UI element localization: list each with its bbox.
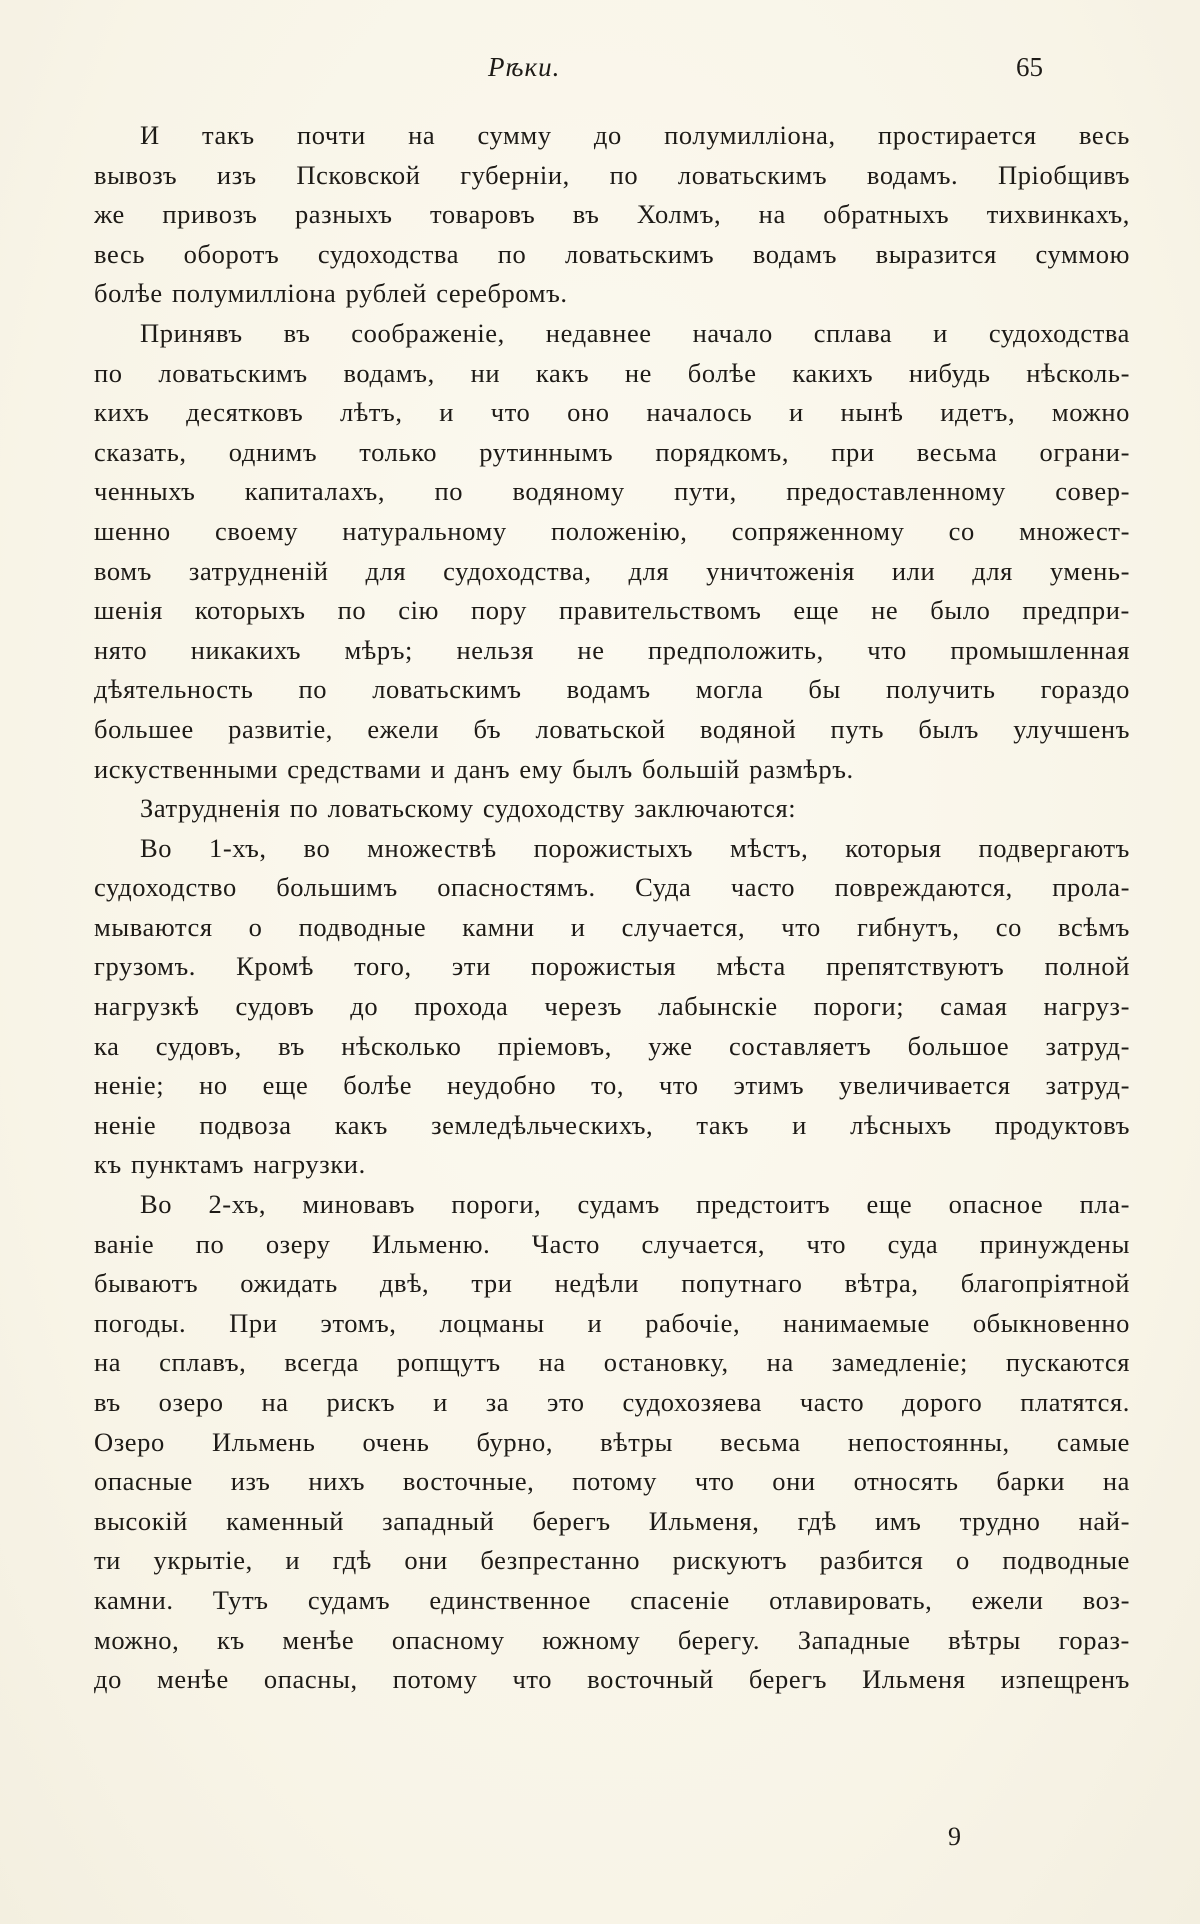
printer-signature-mark: 9 — [948, 1822, 961, 1851]
text-line: неніе подвоза какъ земледѣльческихъ, такъ и лѣсныхъ продуктовъ — [94, 1109, 1130, 1140]
text-line: болѣе полумилліона рублей серебромъ. — [94, 278, 568, 309]
text-line: искуственными средствами и данъ ему былъ большій размѣръ. — [94, 753, 854, 784]
text-line: Во 2-хъ, миновавъ пороги, судамъ предстоитъ еще опасное пла- — [140, 1189, 1130, 1220]
text-line: къ пунктамъ нагрузки. — [94, 1149, 366, 1180]
text-line: грузомъ. Кромѣ того, эти порожистыя мѣста препятствуютъ полной — [94, 951, 1130, 982]
text-line: Озеро Ильмень очень бурно, вѣтры весьма непостоянны, самые — [94, 1426, 1130, 1457]
text-line: бываютъ ожидать двѣ, три недѣли попутнаго вѣтра, благопріятной — [94, 1268, 1130, 1299]
page-header — [0, 52, 1200, 92]
running-title: Рѣки. — [488, 52, 561, 82]
page-number: 65 — [1016, 52, 1043, 82]
text-line: ваніе по озеру Ильменю. Часто случается, что суда принуждены — [94, 1228, 1130, 1259]
text-line: Принявъ въ соображеніе, недавнее начало сплава и судоходства — [140, 317, 1130, 348]
text-line: шенія которыхъ по сію пору правительствомъ еще не было предпри- — [94, 595, 1130, 626]
text-line: вомъ затрудненій для судоходства, для уничтоженія или для умень- — [94, 555, 1130, 586]
text-line: по ловатьскимъ водамъ, ни какъ не болѣе какихъ нибудь нѣсколь- — [94, 357, 1130, 388]
body-text — [94, 116, 1130, 1700]
text-line: большее развитіе, ежели бъ ловатьской водяной путь былъ улучшенъ — [94, 713, 1130, 744]
text-line: погоды. При этомъ, лоцманы и рабочіе, нанимаемые обыкновенно — [94, 1307, 1130, 1338]
text-line: до менѣе опасны, потому что восточный берегъ Ильменя изпещренъ — [94, 1664, 1130, 1695]
text-line: мываются о подводные камни и случается, что гибнутъ, со всѣмъ — [94, 911, 1130, 942]
text-line: неніе; но еще болѣе неудобно то, что этимъ увеличивается затруд- — [94, 1070, 1130, 1101]
text-line: кихъ десятковъ лѣтъ, и что оно началось и нынѣ идетъ, можно — [94, 397, 1130, 428]
text-line: судоходство большимъ опасностямъ. Суда часто повреждаются, прола- — [94, 872, 1130, 903]
text-line: шенно своему натуральному положенію, сопряженному со множест- — [94, 515, 1130, 546]
text-line: ти укрытіе, и гдѣ они безпрестанно рискуютъ разбится о подводные — [94, 1545, 1130, 1576]
text-line: нагрузкѣ судовъ до прохода черезъ лабынскіе пороги; самая нагруз- — [94, 991, 1130, 1022]
text-line: Затрудненія по ловатьскому судоходству заключаются: — [140, 793, 797, 824]
text-line: И такъ почти на сумму до полумилліона, простирается весь — [140, 120, 1130, 150]
text-line: же привозъ разныхъ товаровъ въ Холмъ, на обратныхъ тихвинкахъ, — [94, 199, 1130, 230]
text-line: дѣятельность по ловатьскимъ водамъ могла бы получить гораздо — [94, 674, 1130, 705]
text-line: опасные изъ нихъ восточные, потому что они относять барки на — [94, 1466, 1130, 1497]
text-line: нято никакихъ мѣръ; нельзя не предположить, что промышленная — [94, 634, 1130, 665]
text-line: высокій каменный западный берегъ Ильменя, гдѣ имъ трудно най- — [94, 1505, 1130, 1536]
text-line: ка судовъ, въ нѣсколько пріемовъ, уже составляетъ большое затруд- — [94, 1030, 1130, 1061]
text-line: камни. Тутъ судамъ единственное спасеніе отлавировать, ежели воз- — [94, 1584, 1130, 1615]
text-line: весь оборотъ судоходства по ловатьскимъ водамъ выразится суммою — [94, 238, 1130, 269]
text-line: сказать, однимъ только рутиннымъ порядкомъ, при весьма ограни- — [94, 436, 1130, 467]
text-line: въ озеро на рискъ и за это судохозяева часто дорого платятся. — [94, 1387, 1130, 1417]
text-line: вывозъ изъ Псковской губерніи, по ловатьскимъ водамъ. Пріобщивъ — [94, 159, 1130, 190]
text-line: можно, къ менѣе опасному южному берегу. Западные вѣтры гораз- — [94, 1624, 1130, 1655]
text-line: на сплавъ, всегда ропщутъ на остановку, на замедленіе; пускаются — [94, 1347, 1130, 1378]
text-line: Во 1-хъ, во множествѣ порожистыхъ мѣстъ, которыя подвергаютъ — [140, 832, 1130, 863]
text-line: ченныхъ капиталахъ, по водяному пути, предоставленному совер- — [94, 476, 1130, 507]
